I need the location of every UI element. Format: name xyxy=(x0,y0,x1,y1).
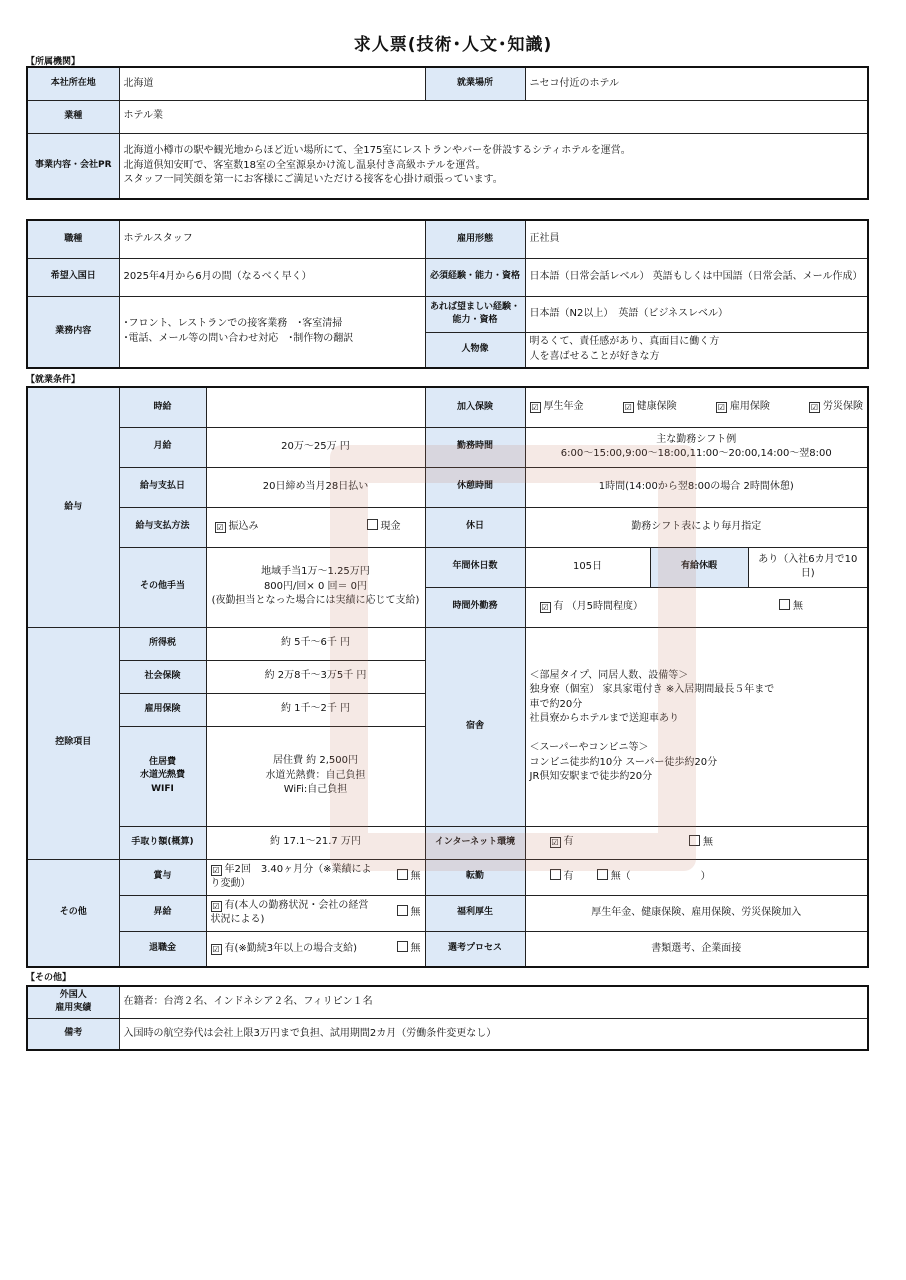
retirement-label: 退職金 xyxy=(119,931,206,967)
transfer-options xyxy=(525,859,868,895)
break-label: 休憩時間 xyxy=(425,467,525,507)
section-org-label: 【所属機関】 xyxy=(26,57,81,67)
notes-label: 備考 xyxy=(27,1018,119,1050)
net-pay-value: 約 17.1～21.7 万円 xyxy=(206,826,425,859)
notes-value: 入国時の航空券代は会社上限3万円まで負担、試用期間2カ月（労働条件変更なし） xyxy=(119,1018,868,1050)
retirement-yes: ☑ 有(※勤続3年以上の場合支給) xyxy=(212,942,358,954)
monthly-label: 月給 xyxy=(119,427,206,467)
start-label: 希望入国日 xyxy=(27,258,119,296)
check-icon: ☑ xyxy=(810,403,819,412)
method-label: 給与支払方法 xyxy=(119,507,206,547)
paid-leave-label: 有給休暇 xyxy=(650,547,748,587)
hourly-label: 時給 xyxy=(119,387,206,427)
workplace-label: 就業場所 xyxy=(425,67,525,100)
selection-value: 書類選考、企業面接 xyxy=(525,931,868,967)
break-value: 1時間(14:00から翌8:00の場合 2時間休憩) xyxy=(525,467,868,507)
payday-label: 給与支払日 xyxy=(119,467,206,507)
foreign-hire-label: 外国人 雇用実績 xyxy=(27,986,119,1018)
ins-health: ☑ 健康保険 xyxy=(624,401,677,412)
check-icon: ☑ xyxy=(717,403,725,412)
checkbox-empty-icon xyxy=(397,869,408,880)
hq-label: 本社所在地 xyxy=(27,67,119,100)
checkbox-empty-icon xyxy=(550,869,561,880)
pr-value: 北海道小樽市の駅や観光地からほど近い場所にて、全175室にレストランやバーを併設するシティホテルを運営。 北海道倶知安町で、客室数18室の全室源泉かけ流し温泉付き高級ホテルを運営。 スタッフ一同笑顔を第一にお客様にご満足いただける接客を心掛け頑張っています。 xyxy=(119,133,868,199)
salary-group-label: 給与 xyxy=(27,387,119,627)
check-icon: ☑ xyxy=(551,838,559,848)
selection-label: 選考プロセス xyxy=(425,931,525,967)
check-icon: ☑ xyxy=(541,602,549,612)
monthly-value: 20万～25万 円 xyxy=(206,427,425,467)
payday-value: 20日締め当月28日払い xyxy=(206,467,425,507)
persona-label: 人物像 xyxy=(425,332,525,368)
checkbox-empty-icon xyxy=(367,519,378,530)
method-options xyxy=(206,507,425,547)
raise-options xyxy=(206,895,425,931)
welfare-value: 厚生年金、健康保険、雇用保険、労災保険加入 xyxy=(525,895,868,931)
ins-pension: ☑ 厚生年金 xyxy=(531,401,584,412)
hourly-value xyxy=(206,387,425,427)
ins-employment: ☑ 雇用保険 xyxy=(717,401,770,412)
org-table xyxy=(26,66,869,200)
dorm-value: ＜部屋タイプ、同居人数、設備等＞ 独身寮（個室） 家具家電付き ※入居期間最長５年まで 車で約20分 社員寮からホテルまで送迎車あり ＜スーパーやコンビニ等＞ コンビニ徒歩約10分 スーパー徒歩約20分 JR倶知安駅まで徒歩約20分 xyxy=(525,627,868,826)
deduction-group-label: 控除項目 xyxy=(27,627,119,859)
allowance-value: 地域手当1万～1.25万円 800円/回× 0 回＝ 0円 (夜勤担当となった場合には実績に応じて支給) xyxy=(206,547,425,627)
check-icon: ☑ xyxy=(531,403,539,412)
preferred-value: 日本語（N2以上） 英語（ビジネスレベル） xyxy=(525,296,868,332)
employment-label: 雇用形態 xyxy=(425,220,525,258)
holiday-value: 勤務シフト表により毎月指定 xyxy=(525,507,868,547)
preferred-label: あれば望ましい経験・能力・資格 xyxy=(425,296,525,332)
income-tax-label: 所得税 xyxy=(119,627,206,660)
hours-value: 主な勤務シフト例 6:00～15:00,9:00～18:00,11:00～20:00,14:00～翌8:00 xyxy=(525,427,868,467)
job-type-label: 職種 xyxy=(27,220,119,258)
hq-value: 北海道 xyxy=(119,67,425,100)
allowance-label: その他手当 xyxy=(119,547,206,627)
page-title: 求人票(技術･人文･知識) xyxy=(353,35,553,55)
method-cash: 現金 xyxy=(367,519,401,535)
internet-no: 無 xyxy=(689,835,713,851)
transfer-label: 転勤 xyxy=(425,859,525,895)
social-insurance-value: 約 2万8千～3万5千 円 xyxy=(206,660,425,693)
overtime-options xyxy=(525,587,868,627)
overtime-no: 無 xyxy=(779,599,803,615)
housing-label: 住居費 水道光熱費 WIFI xyxy=(119,726,206,826)
transfer-no: 無（ ） xyxy=(597,871,711,882)
check-icon: ☑ xyxy=(216,522,224,532)
bonus-no: 無 xyxy=(397,869,421,885)
method-transfer: ☑ 振込み xyxy=(216,520,259,532)
internet-options xyxy=(525,826,868,859)
bonus-yes: ☑ 年2回 3.40ヶ月分（※業績により変動） xyxy=(210,863,372,889)
checkbox-empty-icon xyxy=(779,599,790,610)
housing-value: 居住費 約 2,500円 水道光熱費：自己負担 WiFi:自己負担 xyxy=(206,726,425,826)
annual-holidays-value: 105日 xyxy=(525,547,650,587)
conditions-table xyxy=(26,386,869,968)
welfare-label: 福利厚生 xyxy=(425,895,525,931)
overtime-label: 時間外勤務 xyxy=(425,587,525,627)
retirement-options xyxy=(206,931,425,967)
job-table xyxy=(26,219,869,369)
workplace-value: ニセコ付近のホテル xyxy=(525,67,868,100)
checkbox-empty-icon xyxy=(597,869,608,880)
annual-holidays-label: 年間休日数 xyxy=(425,547,525,587)
social-insurance-label: 社会保険 xyxy=(119,660,206,693)
employment-value: 正社員 xyxy=(525,220,868,258)
ins-accident: ☑ 労災保険 xyxy=(810,401,864,412)
duties-label: 業務内容 xyxy=(27,296,119,368)
employment-insurance-label: 雇用保険 xyxy=(119,693,206,726)
check-icon: ☑ xyxy=(212,944,220,954)
raise-yes: ☑ 有(本人の勤務状況・会社の経営状況による) xyxy=(210,899,369,925)
internet-yes: ☑ 有 xyxy=(551,836,574,848)
employment-insurance-value: 約 1千～2千 円 xyxy=(206,693,425,726)
raise-label: 昇給 xyxy=(119,895,206,931)
persona-value: 明るくて、責任感があり、真面目に働く方 人を喜ばせることが好きな方 xyxy=(525,332,868,368)
holiday-label: 休日 xyxy=(425,507,525,547)
other-group-label: その他 xyxy=(27,859,119,967)
check-icon: ☑ xyxy=(212,901,220,911)
section-conditions-label: 【就業条件】 xyxy=(26,375,81,385)
paid-leave-value: あり（入社6カ月で10日) xyxy=(748,547,868,587)
hours-label: 勤務時間 xyxy=(425,427,525,467)
job-type-value: ホテルスタッフ xyxy=(119,220,425,258)
overtime-yes: ☑ 有 （月5時間程度） xyxy=(541,600,644,612)
raise-no: 無 xyxy=(397,905,421,921)
retirement-no: 無 xyxy=(397,941,421,957)
required-label: 必須経験・能力・資格 xyxy=(425,258,525,296)
industry-label: 業種 xyxy=(27,100,119,133)
duties-value: ･フロント、レストランでの接客業務 ･客室清掃 ･電話、メール等の問い合わせ対応 ･制作物の翻訳 xyxy=(119,296,425,368)
dorm-label: 宿舎 xyxy=(425,627,525,826)
bonus-label: 賞与 xyxy=(119,859,206,895)
checkbox-empty-icon xyxy=(397,941,408,952)
checkbox-empty-icon xyxy=(689,835,700,846)
check-icon: ☑ xyxy=(212,865,220,875)
industry-value: ホテル業 xyxy=(119,100,868,133)
required-value: 日本語（日常会話レベル） 英語もしくは中国語（日常会話、メール作成） xyxy=(525,258,868,296)
transfer-yes: 有 xyxy=(550,871,574,882)
bonus-options xyxy=(206,859,425,895)
pr-label: 事業内容・会社PR xyxy=(27,133,119,199)
foreign-hire-value: 在籍者：台湾２名、インドネシア２名、フィリピン１名 xyxy=(119,986,868,1018)
internet-label: インターネット環境 xyxy=(425,826,525,859)
insurance-options xyxy=(525,387,868,427)
start-value: 2025年4月から6月の間（なるべく早く） xyxy=(119,258,425,296)
income-tax-value: 約 5千～6千 円 xyxy=(206,627,425,660)
checkbox-empty-icon xyxy=(397,905,408,916)
net-pay-label: 手取り額(概算) xyxy=(119,826,206,859)
check-icon: ☑ xyxy=(624,403,632,412)
bottom-table xyxy=(26,985,869,1051)
insurance-label: 加入保険 xyxy=(425,387,525,427)
section-other-label: 【その他】 xyxy=(26,973,72,983)
